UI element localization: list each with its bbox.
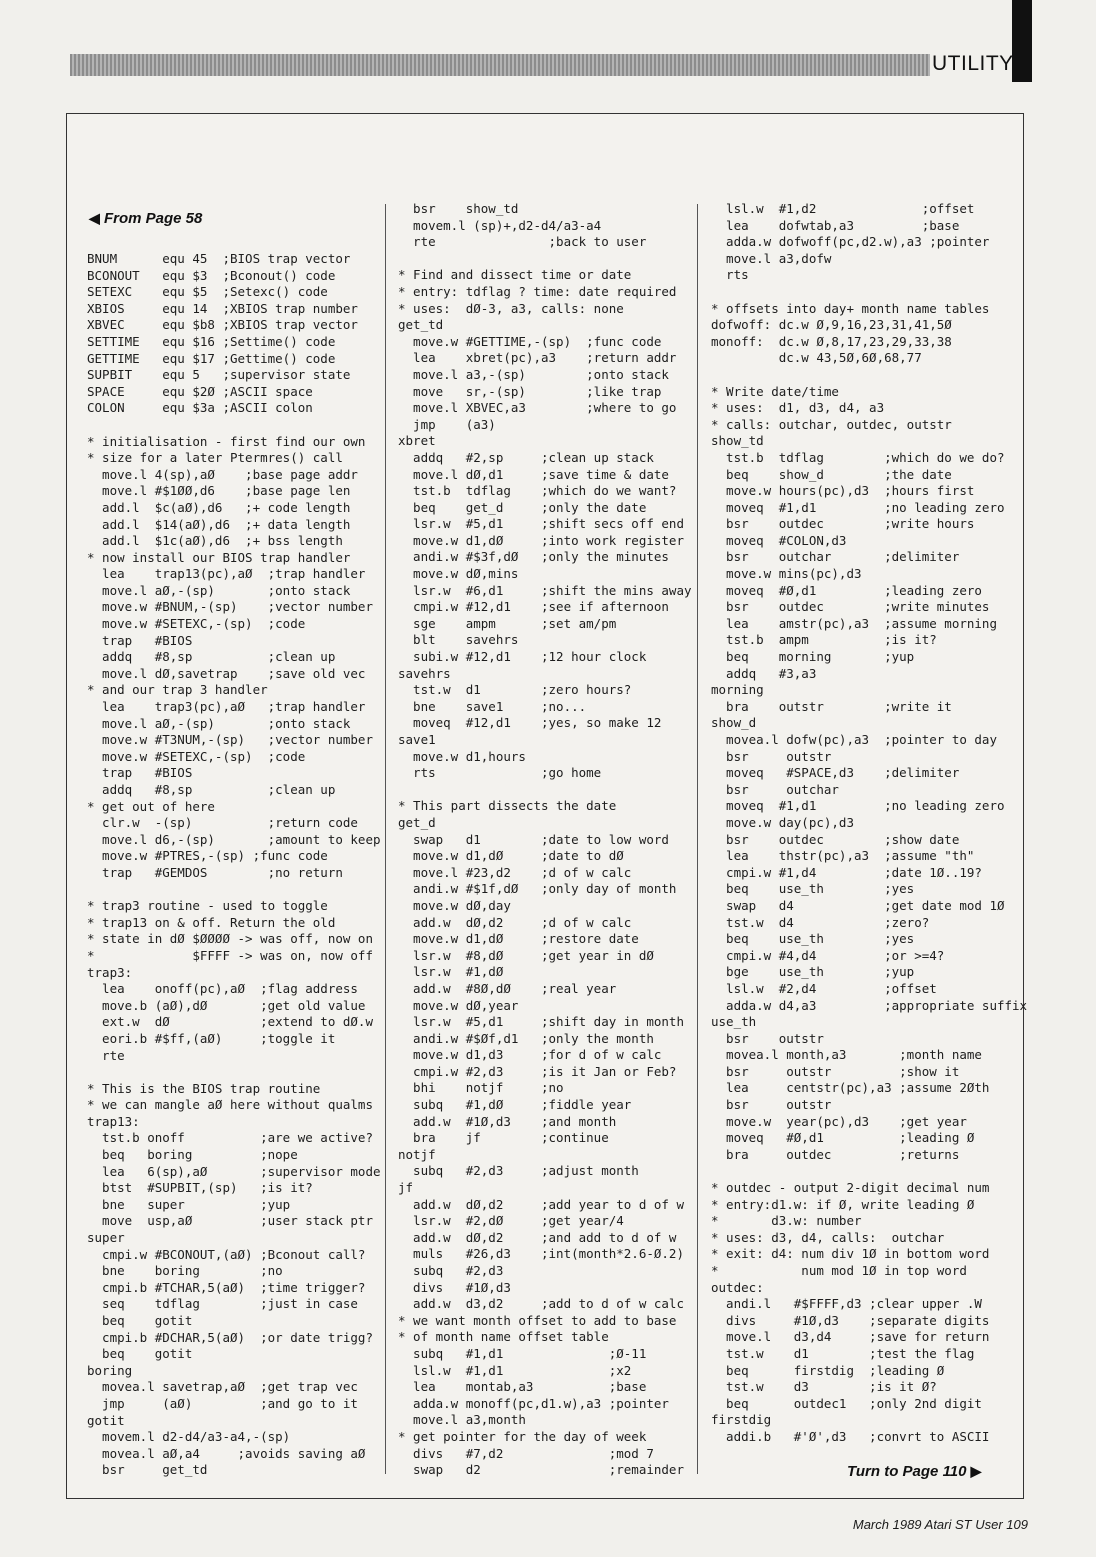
turn-page-label: Turn to Page 110 xyxy=(847,1463,967,1480)
arrow-right-icon: ▶ xyxy=(970,1463,982,1479)
from-page-label: From Page 58 xyxy=(103,210,203,227)
code-listing-2: bsr show_td movem.l (sp)+,d2-d4/a3-a4 rte ;back to user * Find and dissect time or date * entry: tdflag ? time: date required * uses: dØ-3, a3, calls: none get_td move.w #GETTIME,-(sp) ;func code lea xbret(pc),a3 ;return addr move.l a3,-(sp) ;onto stack move sr,-(sp) ;like trap move.l XBVEC,a3 ;where to go jmp (a3) xbret addq #2,sp ;clean up stack move.l dØ,d1 ;save time & date tst.b tdflag ;which do we want? beq get_d ;only the date lsr.w #5,d1 ;shift secs off end move.w d1,dØ ;into work register andi.w #$3f,dØ ;only the minutes move.w dØ,mins lsr.w #6,d1 ;shift the mins away cmpi.w #12,d1 ;see if afternoon sge ampm ;set am/pm blt savehrs subi.w #12,d1 ;12 hour clock savehrs tst.w d1 ;zero hours? bne save1 ;no... moveq #12,d1 ;yes, so make 12 save1 move.w d1,hours rts ;go home * This part dissects the date get_d swap d1 ;date to low word move.w d1,dØ ;date to dØ move.l #23,d2 ;d of w calc andi.w #$1f,dØ ;only day of month move.w dØ,day add.w dØ,d2 ;d of w calc move.w d1,dØ ;restore date lsr.w #8,dØ ;get year in dØ lsr.w #1,dØ add.w #8Ø,dØ ;real year move.w dØ,year lsr.w #5,d1 ;shift day in month andi.w #$Øf,d1 ;only the month move.w d1,d3 ;for d of w calc cmpi.w #2,d3 ;is it Jan or Feb? bhi notjf ;no subq #1,dØ ;fiddle year add.w #1Ø,d3 ;and month bra jf ;continue notjf subq #2,d3 ;adjust month jf add.w dØ,d2 ;add year to d of w lsr.w #2,dØ ;get year/4 add.w dØ,d2 ;and add to d of w muls #26,d3 ;int(month*2.6-Ø.2) subq #2,d3 divs #1Ø,d3 add.w d3,d2 ;add to d of w calc * we want month offset to add to base * of month name offset table subq #1,d1 ;Ø-11 lsl.w #1,d1 ;x2 lea montab,a3 ;base adda.w monoff(pc,d1.w),a3 ;pointer move.l a3,month * get pointer for the day of week divs #7,d2 ;mod 7 swap d2 ;remainder xyxy=(398,201,692,1478)
column-divider xyxy=(385,204,386,1474)
column-divider xyxy=(697,204,698,1474)
arrow-left-icon: ◀ xyxy=(89,210,100,226)
page-number: 109 xyxy=(1006,1517,1028,1532)
page-footer xyxy=(853,1517,1028,1532)
code-listing-1: BNUM equ 45 ;BIOS trap vector BCONOUT equ $3 ;Bconout() code SETEXC equ $5 ;Setexc() code XBIOS equ 14 ;XBIOS trap number XBVEC equ $b8 ;XBIOS trap vector SETTIME equ $16 ;Settime() code GETTIME equ $17 ;Gettime() code SUPBIT equ 5 ;supervisor state SPACE equ $2Ø ;ASCII space COLON equ $3a ;ASCII colon * initialisation - first find our own * size for a later Ptermres() call move.l 4(sp),aØ ;base page addr move.l #$1ØØ,d6 ;base page len add.l $c(aØ),d6 ;+ code length add.l $14(aØ),d6 ;+ data length add.l $1c(aØ),d6 ;+ bss length * now install our BIOS trap handler lea trap13(pc),aØ ;trap handler move.l aØ,-(sp) ;onto stack move.w #BNUM,-(sp) ;vector number move.w #SETEXC,-(sp) ;code trap #BIOS addq #8,sp ;clean up move.l dØ,savetrap ;save old vec * and our trap 3 handler lea trap3(pc),aØ ;trap handler move.l aØ,-(sp) ;onto stack move.w #T3NUM,-(sp) ;vector number move.w #SETEXC,-(sp) ;code trap #BIOS addq #8,sp ;clean up * get out of here clr.w -(sp) ;return code move.l d6,-(sp) ;amount to keep move.w #PTRES,-(sp) ;func code trap #GEMDOS ;no return * trap3 routine - used to toggle * trap13 on & off. Return the old * state in dØ $ØØØØ -> was off, now on * $FFFF -> was on, now off trap3: lea onoff(pc),aØ ;flag address move.b (aØ),dØ ;get old value ext.w dØ ;extend to dØ.w eori.b #$ff,(aØ) ;toggle it rte * This is the BIOS trap routine * we can mangle aØ here without qualms trap13: tst.b onoff ;are we active? beq boring ;nope lea 6(sp),aØ ;supervisor mode btst #SUPBIT,(sp) ;is it? bne super ;yup move usp,aØ ;user stack ptr super cmpi.w #BCONOUT,(aØ) ;Bconout call? bne boring ;no cmpi.b #TCHAR,5(aØ) ;time trigger? seq tdflag ;just in case beq gotit cmpi.b #DCHAR,5(aØ) ;or date trigg? beq gotit boring movea.l savetrap,aØ ;get trap vec jmp (aØ) ;and go to it gotit movem.l d2-d4/a3-a4,-(sp) movea.l aØ,a4 ;avoids saving aØ bsr get_td xyxy=(87,251,381,1478)
page-edge-bar xyxy=(1012,0,1032,82)
turn-page-ref xyxy=(847,1463,981,1480)
footer-issue: March 1989 Atari ST User xyxy=(852,1517,1003,1532)
code-listing-3: lsl.w #1,d2 ;offset lea dofwtab,a3 ;base adda.w dofwoff(pc,d2.w),a3 ;pointer move.l a3,dofw rts * offsets into day+ month name tables dofwoff: dc.w Ø,9,16,23,31,41,5Ø monoff: dc.w Ø,8,17,23,29,33,38 dc.w 43,5Ø,6Ø,68,77 * Write date/time * uses: d1, d3, d4, a3 * calls: outchar, outdec, outstr show_td tst.b tdflag ;which do we do? beq show_d ;the date move.w hours(pc),d3 ;hours first moveq #1,d1 ;no leading zero bsr outdec ;write hours moveq #COLON,d3 bsr outchar ;delimiter move.w mins(pc),d3 moveq #Ø,d1 ;leading zero bsr outdec ;write minutes lea amstr(pc),a3 ;assume morning tst.b ampm ;is it? beq morning ;yup addq #3,a3 morning bra outstr ;write it show_d movea.l dofw(pc),a3 ;pointer to day bsr outstr moveq #SPACE,d3 ;delimiter bsr outchar moveq #1,d1 ;no leading zero move.w day(pc),d3 bsr outdec ;show date lea thstr(pc),a3 ;assume "th" cmpi.w #1,d4 ;date 1Ø..19? beq use_th ;yes swap d4 ;get date mod 1Ø tst.w d4 ;zero? beq use_th ;yes cmpi.w #4,d4 ;or >=4? bge use_th ;yup lsl.w #2,d4 ;offset adda.w d4,a3 ;appropriate suffix use_th bsr outstr movea.l month,a3 ;month name bsr outstr ;show it lea centstr(pc),a3 ;assume 2Øth bsr outstr move.w year(pc),d3 ;get year moveq #Ø,d1 ;leading Ø bra outdec ;returns * outdec - output 2-digit decimal num * entry:d1.w: if Ø, write leading Ø * d3.w: number * uses: d3, d4, calls: outchar * exit: d4: num div 1Ø in bottom word * num mod 1Ø in top word outdec: andi.l #$FFFF,d3 ;clear upper .W divs #1Ø,d3 ;separate digits move.l d3,d4 ;save for return tst.w d1 ;test the flag beq firstdig ;leading Ø tst.w d3 ;is it Ø? beq outdec1 ;only 2nd digit firstdig addi.b #'Ø',d3 ;convrt to ASCII xyxy=(711,201,1028,1444)
header-band xyxy=(70,54,930,76)
section-label: UTILITY xyxy=(932,52,1014,75)
listing-column-3 xyxy=(711,201,1027,1446)
listing-column-2 xyxy=(398,201,692,1479)
from-page-ref xyxy=(89,210,202,227)
listing-column-1 xyxy=(87,251,381,1479)
